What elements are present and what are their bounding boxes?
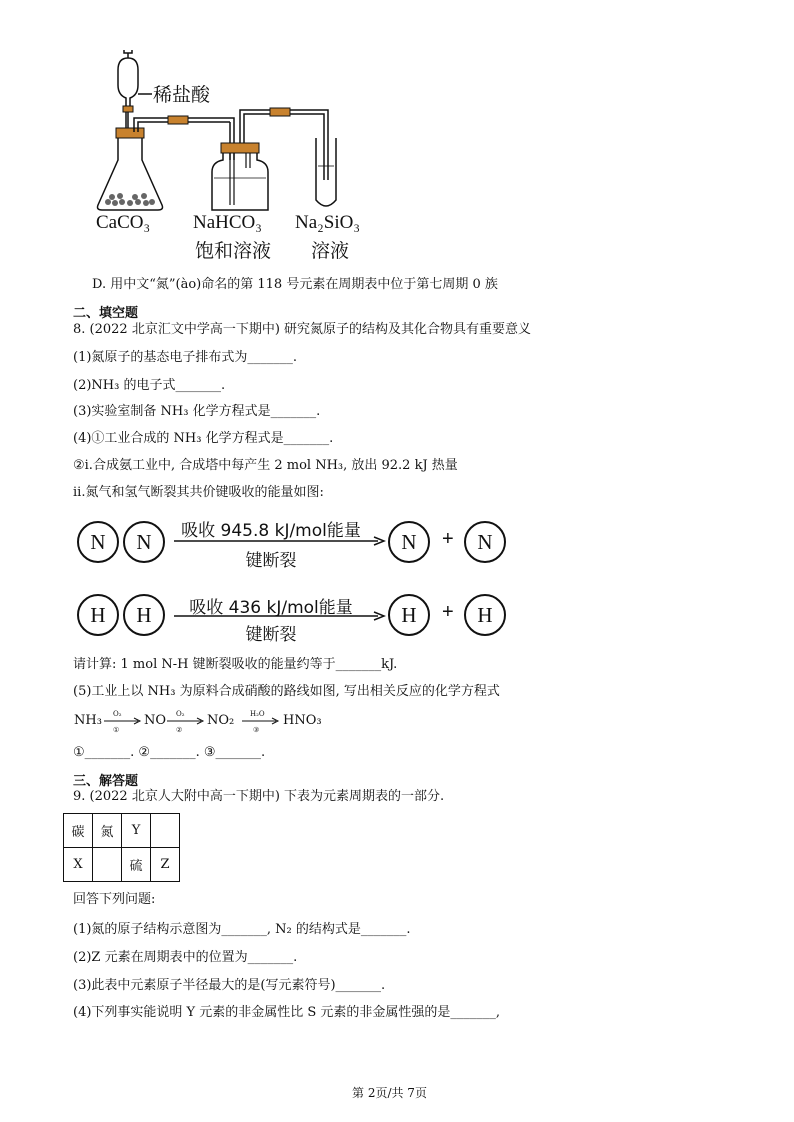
n-atom-circle: N xyxy=(388,521,430,563)
table-cell: 碳 xyxy=(64,814,93,848)
q9-part2: (2)Z 元素在周期表中的位置为_______. xyxy=(73,950,298,965)
section-title-answer: 三、解答题 xyxy=(73,774,139,789)
table-cell: 氮 xyxy=(93,814,122,848)
route-arrow xyxy=(167,717,205,725)
h-energy-label: 吸收 436 kJ/mol能量 xyxy=(189,598,353,618)
table-cell: X xyxy=(64,848,93,882)
plus-sign: + xyxy=(442,528,454,550)
route-reagent-2: O₂ xyxy=(176,710,185,718)
q9-part4: (4)下列事实能说明 Y 元素的非金属性比 S 元素的非金属性强的是_______, xyxy=(73,1005,501,1020)
q8-part5: (5)工业上以 NH₃ 为原料合成硝酸的路线如图, 写出相关反应的化学方程式 xyxy=(73,684,500,699)
q9-prompt: 回答下列问题: xyxy=(73,892,156,907)
route-arrow xyxy=(242,717,280,725)
route-species-no: NO xyxy=(144,713,167,728)
option-d: D. 用中文“氮”(ào)命名的第 118 号元素在周期表中位于第七周期 0 族 xyxy=(92,277,498,292)
route-step-1: ① xyxy=(113,726,120,734)
route-step-2: ② xyxy=(176,726,183,734)
q9-part1: (1)氮的原子结构示意图为_______, N₂ 的结构式是_______. xyxy=(73,922,411,937)
bottle-label: NaHCO₃ xyxy=(193,212,262,233)
tube-solution-label: 溶液 xyxy=(311,240,350,262)
q8-part2: (2)NH₃ 的电子式_______. xyxy=(73,378,226,393)
h-atom-circle: H xyxy=(77,594,119,636)
tube-label: Na₂SiO₃ xyxy=(295,212,360,233)
route-arrow xyxy=(104,717,142,725)
q8-calc: 请计算: 1 mol N-H 键断裂吸收的能量约等于_______kJ. xyxy=(73,657,398,672)
q8-part4: (4)①工业合成的 NH₃ 化学方程式是_______. xyxy=(73,431,334,446)
route-species-no2: NO₂ xyxy=(207,713,235,728)
h-bond-break-label: 键断裂 xyxy=(245,625,297,645)
q8-stem: 8. (2022 北京汇文中学高一下期中) 研究氮原子的结构及其化合物具有重要意义 xyxy=(73,322,532,337)
n-atom-circle: N xyxy=(77,521,119,563)
route-species-hno3: HNO₃ xyxy=(283,713,322,728)
table-cell xyxy=(93,848,122,882)
acid-label: 稀盐酸 xyxy=(153,84,211,106)
route-species-nh3: NH₃ xyxy=(74,713,102,728)
flask-label: CaCO₃ xyxy=(96,212,151,233)
q8-part4-ii: ii.氮气和氢气断裂其共价键吸收的能量如图: xyxy=(73,485,324,500)
route-reagent-3: H₂O xyxy=(250,710,265,718)
n-energy-label: 吸收 945.8 kJ/mol能量 xyxy=(181,521,361,541)
section-title-fill-in: 二、填空题 xyxy=(73,306,139,321)
page-footer: 第 2页/共 7页 xyxy=(352,1086,427,1100)
n-bond-break-label: 键断裂 xyxy=(245,551,297,571)
table-cell: Z xyxy=(151,848,180,882)
q8-part1: (1)氮原子的基态电子排布式为_______. xyxy=(73,350,298,365)
periodic-table-fragment xyxy=(63,813,180,882)
route-step-3: ③ xyxy=(253,726,260,734)
q9-part3: (3)此表中元素原子半径最大的是(写元素符号)_______. xyxy=(73,978,386,993)
q8-part3: (3)实验室制备 NH₃ 化学方程式是_______. xyxy=(73,404,321,419)
route-reagent-1: O₂ xyxy=(113,710,122,718)
q8-answers: ①_______. ②_______. ③_______. xyxy=(73,745,266,760)
table-cell: 硫 xyxy=(122,848,151,882)
q8-part4-i: ②i.合成氨工业中, 合成塔中每产生 2 mol NH₃, 放出 92.2 kJ 热量 xyxy=(73,458,458,473)
plus-sign: + xyxy=(442,601,454,623)
table-cell: Y xyxy=(122,814,151,848)
table-cell xyxy=(151,814,180,848)
n-atom-circle: N xyxy=(464,521,506,563)
bottle-solution-label: 饱和溶液 xyxy=(195,240,272,262)
h-atom-circle: H xyxy=(464,594,506,636)
n-atom-circle: N xyxy=(123,521,165,563)
h-atom-circle: H xyxy=(388,594,430,636)
q9-stem: 9. (2022 北京人大附中高一下期中) 下表为元素周期表的一部分. xyxy=(73,789,445,804)
h-atom-circle: H xyxy=(123,594,165,636)
